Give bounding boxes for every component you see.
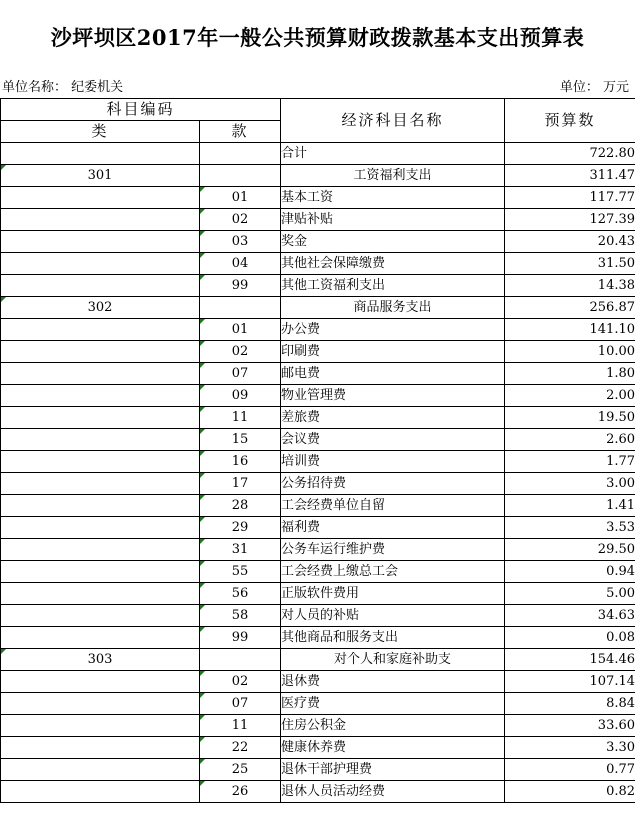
class-cell <box>1 627 200 649</box>
class-cell <box>1 385 200 407</box>
budget-value-cell: 0.82 <box>505 781 635 803</box>
econ-name-cell: 工资福利支出 <box>281 165 505 187</box>
econ-name-cell: 工会经费上缴总工会 <box>281 561 505 583</box>
econ-name-cell: 物业管理费 <box>281 385 505 407</box>
header-subject-code: 科目编码 <box>1 99 281 121</box>
table-row <box>1 407 635 429</box>
budget-value-cell: 2.00 <box>505 385 635 407</box>
class-cell <box>1 143 200 165</box>
item-cell: 29 <box>200 517 281 539</box>
table-row <box>1 451 635 473</box>
item-cell: 28 <box>200 495 281 517</box>
econ-name-cell: 合计 <box>281 143 505 165</box>
budget-value-cell: 722.80 <box>505 143 635 165</box>
header-budget: 预算数 <box>505 99 635 143</box>
header-row-1 <box>1 99 635 121</box>
econ-name-cell: 邮电费 <box>281 363 505 385</box>
table-row <box>1 781 635 803</box>
econ-name-cell: 办公费 <box>281 319 505 341</box>
item-cell: 11 <box>200 715 281 737</box>
econ-name-cell: 福利费 <box>281 517 505 539</box>
class-cell <box>1 605 200 627</box>
econ-name-cell: 对个人和家庭补助支 <box>281 649 505 671</box>
budget-value-cell: 0.77 <box>505 759 635 781</box>
budget-value-cell: 10.00 <box>505 341 635 363</box>
budget-value-cell: 19.50 <box>505 407 635 429</box>
econ-name-cell: 健康休养费 <box>281 737 505 759</box>
item-cell: 56 <box>200 583 281 605</box>
econ-name-cell: 其他社会保障缴费 <box>281 253 505 275</box>
class-cell <box>1 319 200 341</box>
class-cell <box>1 539 200 561</box>
header-class: 类 <box>1 121 200 143</box>
econ-name-cell: 退休费 <box>281 671 505 693</box>
budget-value-cell: 20.43 <box>505 231 635 253</box>
class-cell <box>1 759 200 781</box>
budget-value-cell: 107.14 <box>505 671 635 693</box>
econ-name-cell: 公务招待费 <box>281 473 505 495</box>
budget-value-cell: 8.84 <box>505 693 635 715</box>
item-cell: 07 <box>200 693 281 715</box>
econ-name-cell: 退休人员活动经费 <box>281 781 505 803</box>
budget-value-cell: 5.00 <box>505 583 635 605</box>
class-cell <box>1 275 200 297</box>
budget-value-cell: 3.30 <box>505 737 635 759</box>
class-cell <box>1 253 200 275</box>
header-item: 款 <box>200 121 281 143</box>
header-econ-name: 经济科目名称 <box>281 99 505 143</box>
budget-value-cell: 311.47 <box>505 165 635 187</box>
econ-name-cell: 奖金 <box>281 231 505 253</box>
class-cell <box>1 715 200 737</box>
item-cell: 11 <box>200 407 281 429</box>
class-cell <box>1 781 200 803</box>
budget-value-cell: 2.60 <box>505 429 635 451</box>
item-cell: 26 <box>200 781 281 803</box>
budget-value-cell: 127.39 <box>505 209 635 231</box>
budget-value-cell: 256.87 <box>505 297 635 319</box>
table-row <box>1 187 635 209</box>
budget-value-cell: 0.08 <box>505 627 635 649</box>
budget-value-cell: 1.77 <box>505 451 635 473</box>
table-row <box>1 495 635 517</box>
econ-name-cell: 其他工资福利支出 <box>281 275 505 297</box>
table-row <box>1 143 635 165</box>
budget-value-cell: 117.77 <box>505 187 635 209</box>
class-cell <box>1 209 200 231</box>
class-cell: 303 <box>1 649 200 671</box>
class-cell <box>1 671 200 693</box>
class-cell: 301 <box>1 165 200 187</box>
class-cell <box>1 693 200 715</box>
econ-name-cell: 会议费 <box>281 429 505 451</box>
table-row <box>1 209 635 231</box>
table-row <box>1 583 635 605</box>
budget-value-cell: 34.63 <box>505 605 635 627</box>
table-row <box>1 759 635 781</box>
item-cell: 22 <box>200 737 281 759</box>
class-cell: 302 <box>1 297 200 319</box>
item-cell: 01 <box>200 319 281 341</box>
unit-name: 单位名称： 纪委机关 <box>2 80 124 95</box>
item-cell: 31 <box>200 539 281 561</box>
econ-name-cell: 印刷费 <box>281 341 505 363</box>
class-cell <box>1 187 200 209</box>
budget-value-cell: 141.10 <box>505 319 635 341</box>
econ-name-cell: 对人员的补贴 <box>281 605 505 627</box>
budget-value-cell: 29.50 <box>505 539 635 561</box>
budget-value-cell: 31.50 <box>505 253 635 275</box>
unit-label: 单位： 万元 <box>559 80 629 95</box>
class-cell <box>1 429 200 451</box>
budget-value-cell: 14.38 <box>505 275 635 297</box>
item-cell: 99 <box>200 275 281 297</box>
budget-value-cell: 0.94 <box>505 561 635 583</box>
class-cell <box>1 231 200 253</box>
table-row <box>1 649 635 671</box>
table-row <box>1 385 635 407</box>
class-cell <box>1 473 200 495</box>
item-cell <box>200 297 281 319</box>
item-cell: 99 <box>200 627 281 649</box>
table-row <box>1 539 635 561</box>
class-cell <box>1 737 200 759</box>
econ-name-cell: 工会经费单位自留 <box>281 495 505 517</box>
table-row <box>1 429 635 451</box>
econ-name-cell: 津贴补贴 <box>281 209 505 231</box>
table-row <box>1 605 635 627</box>
table-row <box>1 473 635 495</box>
class-cell <box>1 363 200 385</box>
item-cell <box>200 165 281 187</box>
table-row <box>1 693 635 715</box>
table-row <box>1 319 635 341</box>
item-cell: 25 <box>200 759 281 781</box>
budget-value-cell: 154.46 <box>505 649 635 671</box>
table-row <box>1 561 635 583</box>
item-cell: 15 <box>200 429 281 451</box>
item-cell: 58 <box>200 605 281 627</box>
econ-name-cell: 商品服务支出 <box>281 297 505 319</box>
item-cell: 02 <box>200 209 281 231</box>
table-row <box>1 363 635 385</box>
econ-name-cell: 医疗费 <box>281 693 505 715</box>
table-row <box>1 341 635 363</box>
page-title: 沙坪坝区2017年一般公共预算财政拨款基本支出预算表 <box>50 25 585 50</box>
budget-value-cell: 1.80 <box>505 363 635 385</box>
budget-value-cell: 3.53 <box>505 517 635 539</box>
budget-value-cell: 33.60 <box>505 715 635 737</box>
econ-name-cell: 培训费 <box>281 451 505 473</box>
class-cell <box>1 517 200 539</box>
table-row <box>1 517 635 539</box>
table-row <box>1 297 635 319</box>
table-row <box>1 737 635 759</box>
item-cell <box>200 649 281 671</box>
table-row <box>1 165 635 187</box>
budget-value-cell: 1.41 <box>505 495 635 517</box>
table-row <box>1 231 635 253</box>
item-cell: 04 <box>200 253 281 275</box>
item-cell <box>200 143 281 165</box>
table-row <box>1 253 635 275</box>
item-cell: 02 <box>200 671 281 693</box>
item-cell: 03 <box>200 231 281 253</box>
class-cell <box>1 341 200 363</box>
econ-name-cell: 公务车运行维护费 <box>281 539 505 561</box>
table-row <box>1 275 635 297</box>
econ-name-cell: 其他商品和服务支出 <box>281 627 505 649</box>
table-row <box>1 671 635 693</box>
budget-table <box>0 98 635 803</box>
class-cell <box>1 451 200 473</box>
econ-name-cell: 正版软件费用 <box>281 583 505 605</box>
item-cell: 07 <box>200 363 281 385</box>
econ-name-cell: 差旅费 <box>281 407 505 429</box>
class-cell <box>1 583 200 605</box>
class-cell <box>1 495 200 517</box>
item-cell: 01 <box>200 187 281 209</box>
item-cell: 17 <box>200 473 281 495</box>
table-row <box>1 627 635 649</box>
item-cell: 02 <box>200 341 281 363</box>
class-cell <box>1 407 200 429</box>
budget-value-cell: 3.00 <box>505 473 635 495</box>
class-cell <box>1 561 200 583</box>
econ-name-cell: 退休干部护理费 <box>281 759 505 781</box>
item-cell: 55 <box>200 561 281 583</box>
econ-name-cell: 基本工资 <box>281 187 505 209</box>
item-cell: 16 <box>200 451 281 473</box>
econ-name-cell: 住房公积金 <box>281 715 505 737</box>
table-row <box>1 715 635 737</box>
item-cell: 09 <box>200 385 281 407</box>
